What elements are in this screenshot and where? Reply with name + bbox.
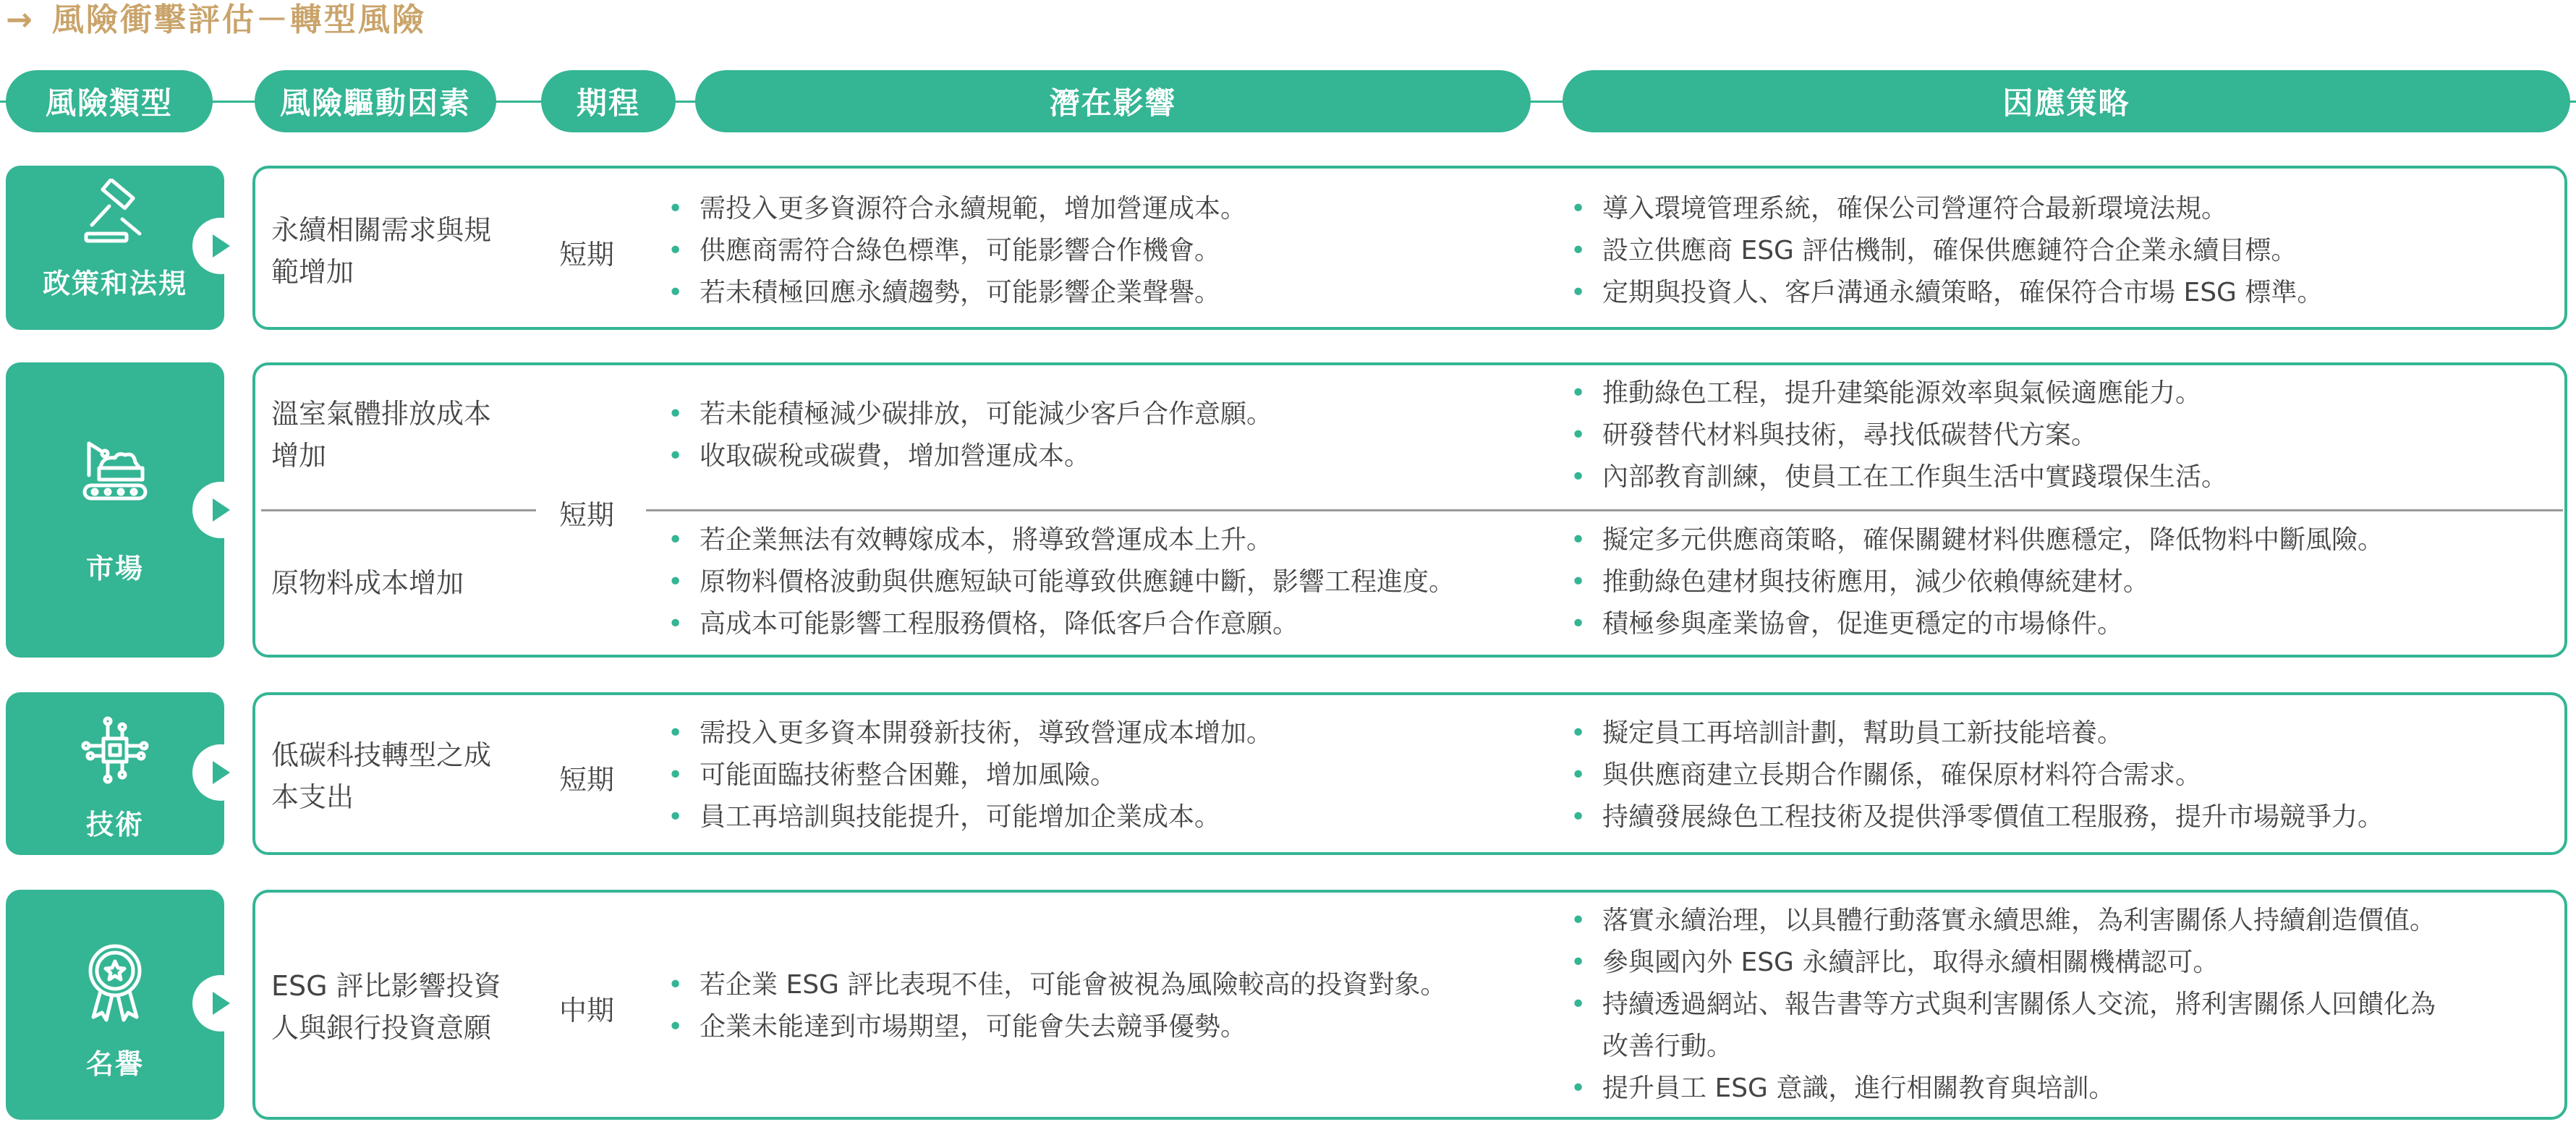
conveyor-cart-icon: [79, 435, 151, 507]
risk-row-technology: [252, 692, 2567, 855]
strategy-list: [1570, 188, 2323, 314]
impact-list: [668, 394, 1272, 477]
strategy-list: [1570, 373, 2227, 498]
impact-item: • 高成本可能影響工程服務價格，降低客戶合作意願。: [668, 603, 1455, 645]
strategy-item: • 推動綠色建材與技術應用，減少依賴傳統建材。: [1570, 561, 2384, 603]
circuit-chip-icon: [79, 714, 151, 786]
impact-item: • 供應商需符合綠色標準，可能影響合作機會。: [668, 230, 1246, 272]
impact-item: • 可能面臨技術整合困難，增加風險。: [668, 754, 1272, 796]
category-policy: [6, 166, 224, 330]
row-divider: [646, 509, 2563, 511]
strategy-list: [1570, 519, 2384, 645]
risk-period: 短期: [559, 764, 615, 796]
row-divider: [261, 509, 536, 511]
category-label: 技術: [85, 809, 144, 841]
play-arrow-icon: [192, 975, 249, 1032]
impact-item: • 若企業 ESG 評比表現不佳，可能會被視為風險較高的投資對象。: [668, 964, 1446, 1006]
impact-item: • 需投入更多資本開發新技術，導致營運成本增加。: [668, 713, 1272, 754]
risk-row-market: [252, 362, 2567, 658]
impact-list: [668, 188, 1246, 314]
strategy-item: • 積極參與產業協會，促進更穩定的市場條件。: [1570, 603, 2384, 645]
strategy-item: • 導入環境管理系統，確保公司營運符合最新環境法規。: [1570, 188, 2323, 230]
play-arrow-icon: [192, 744, 249, 801]
risk-period: 中期: [559, 995, 615, 1026]
strategy-item: • 參與國內外 ESG 永續評比，取得永續相關機構認可。: [1570, 942, 2436, 984]
risk-driver: 原物料成本增加: [271, 567, 464, 599]
strategy-item: • 內部教育訓練，使員工在工作與生活中實踐環保生活。: [1570, 456, 2227, 498]
risk-driver: 永續相關需求與規範增加: [271, 214, 492, 288]
strategy-item: • 擬定員工再培訓計劃，幫助員工新技能培養。: [1570, 713, 2384, 754]
strategy-item: • 研發替代材料與技術，尋找低碳替代方案。: [1570, 414, 2227, 456]
category-technology: [6, 692, 224, 855]
arrow-right-icon: →: [6, 1, 35, 38]
impact-item: • 企業未能達到市場期望，可能會失去競爭優勢。: [668, 1006, 1446, 1048]
risk-period: 短期: [559, 499, 615, 531]
strategy-item: • 落實永續治理，以具體行動落實永續思維，為利害關係人持續創造價值。: [1570, 900, 2436, 942]
strategy-item-continued: 改善行動。: [1602, 1032, 1733, 1061]
header-strategy: 因應策略: [1563, 70, 2570, 132]
strategy-item: • 持續發展綠色工程技術及提供淨零價值工程服務，提升市場競爭力。: [1570, 796, 2384, 838]
strategy-item: • 提升員工 ESG 意識，進行相關教育與培訓。: [1570, 1068, 2436, 1110]
strategy-item: • 擬定多元供應商策略，確保關鍵材料供應穩定，降低物料中斷風險。: [1570, 519, 2384, 561]
risk-driver: 溫室氣體排放成本增加: [271, 398, 492, 472]
impact-item: • 收取碳稅或碳費，增加營運成本。: [668, 435, 1272, 477]
play-arrow-icon: [192, 482, 249, 538]
header-driver: 風險驅動因素: [255, 70, 496, 132]
risk-period: 短期: [559, 239, 615, 271]
impact-item: • 員工再培訓與技能提升，可能增加企業成本。: [668, 796, 1272, 838]
strategy-item: • 與供應商建立長期合作關係，確保原材料符合需求。: [1570, 754, 2384, 796]
category-label: 政策和法規: [42, 268, 187, 299]
impact-item: • 若未能積極減少碳排放，可能減少客戶合作意願。: [668, 394, 1272, 435]
impact-item: • 需投入更多資源符合永續規範，增加營運成本。: [668, 188, 1246, 230]
category-market: [6, 362, 224, 658]
impact-list: [668, 519, 1455, 645]
page-title: [6, 0, 426, 41]
header-risk-type: 風險類型: [6, 70, 213, 132]
impact-item: • 原物料價格波動與供應短缺可能導致供應鏈中斷，影響工程進度。: [668, 561, 1455, 603]
risk-driver: 低碳科技轉型之成本支出: [271, 739, 492, 813]
risk-driver: ESG 評比影響投資人與銀行投資意願: [271, 970, 501, 1044]
risk-row-reputation: [252, 890, 2567, 1120]
category-reputation: [6, 890, 224, 1120]
impact-item: • 若未積極回應永續趨勢，可能影響企業聲譽。: [668, 272, 1246, 314]
strategy-list: [1570, 900, 2436, 1110]
impact-list: [668, 713, 1272, 838]
header-period: 期程: [541, 70, 676, 132]
category-label: 名譽: [85, 1048, 144, 1080]
impact-item: • 若企業無法有效轉嫁成本，將導致營運成本上升。: [668, 519, 1455, 561]
page-title-text: 風險衝擊評估－轉型風險: [51, 1, 426, 38]
header-impact: 潛在影響: [695, 70, 1531, 132]
strategy-item: • 持續透過網站、報告書等方式與利害關係人交流，將利害關係人回饋化為: [1570, 984, 2436, 1026]
gavel-icon: [79, 179, 151, 251]
strategy-item: • 設立供應商 ESG 評估機制，確保供應鏈符合企業永續目標。: [1570, 230, 2323, 272]
strategy-item: • 推動綠色工程，提升建築能源效率與氣候適應能力。: [1570, 373, 2227, 414]
impact-list: [668, 964, 1446, 1048]
strategy-list: [1570, 713, 2384, 838]
risk-row-policy: [252, 166, 2567, 330]
play-arrow-icon: [192, 218, 249, 274]
award-ribbon-icon: [79, 939, 151, 1024]
category-label: 市場: [85, 553, 144, 584]
strategy-item: • 定期與投資人、客戶溝通永續策略，確保符合市場 ESG 標準。: [1570, 272, 2323, 314]
